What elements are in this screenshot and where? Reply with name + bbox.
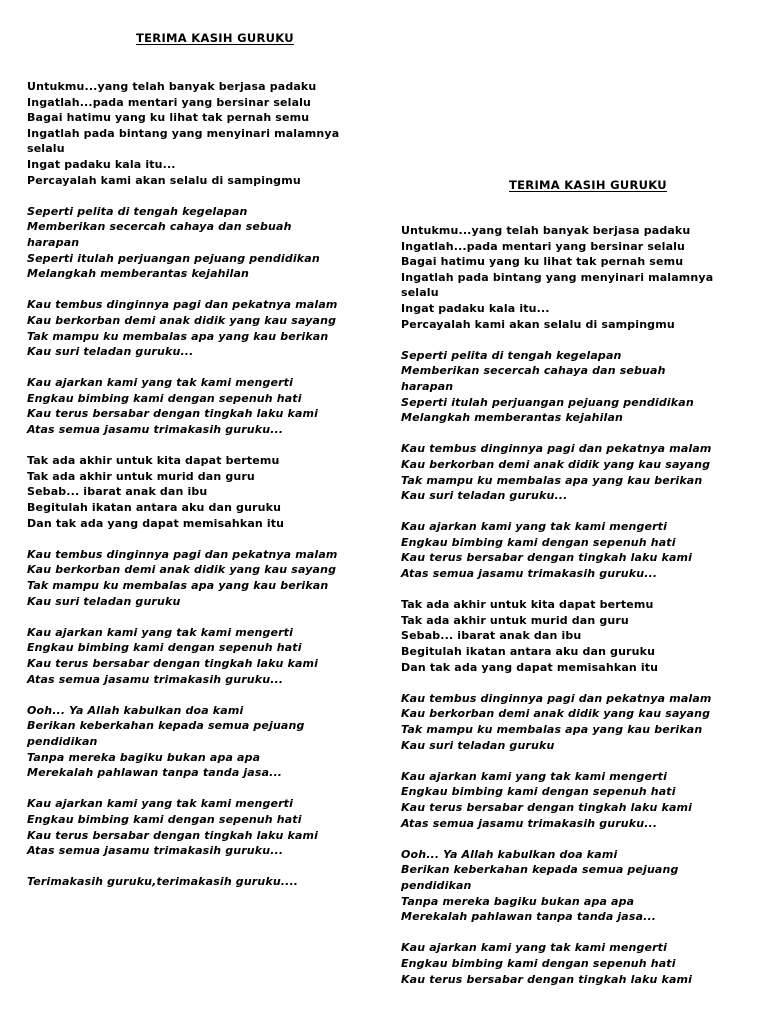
poem-line: Memberikan secercah cahaya dan sebuah xyxy=(401,364,666,378)
poem-line: Tak mampu ku membalas apa yang kau berikan xyxy=(27,579,329,592)
poem-line: Ooh... Ya Allah kabulkan doa kami xyxy=(401,847,618,861)
poem-line: Kau ajarkan kami yang tak kami mengerti xyxy=(27,797,293,811)
poem-line: Engkau bimbing kami dengan sepenuh hati xyxy=(27,391,302,405)
stanza xyxy=(401,223,746,332)
poem-line: Tak mampu ku membalas apa yang kau berikan xyxy=(401,473,703,487)
poem-line: Seperti pelita di tengah kegelapan xyxy=(401,348,622,362)
poem-line: Tak mampu ku membalas apa yang kau berikan xyxy=(401,723,703,736)
poem-line: Kau ajarkan kami yang tak kami mengerti xyxy=(401,520,667,534)
poem-line: Tanpa mereka bagiku bukan apa apa xyxy=(27,750,261,764)
poem-line: Kau terus bersabar dengan tingkah laku kami xyxy=(401,800,693,814)
poem-line: Begitulah ikatan antara aku dan guruku xyxy=(401,645,656,659)
poem-line: Kau suri teladan guruku xyxy=(401,738,555,752)
poem-line: Kau terus bersabar dengan tingkah laku kami xyxy=(401,551,693,565)
poem-line: Engkau bimbing kami dengan sepenuh hati xyxy=(401,535,676,549)
stanza xyxy=(401,348,746,426)
poem-line: Kau ajarkan kami yang tak kami mengerti xyxy=(401,941,667,955)
poem-line: Merekalah pahlawan tanpa tanda jasa... xyxy=(27,766,283,780)
poem-line: Ingatlah...pada mentari yang bersinar selalu xyxy=(401,239,686,253)
stanza xyxy=(27,874,372,890)
poem-line: Kau terus bersabar dengan tingkah laku kami xyxy=(401,972,693,986)
poem-line: Tak ada akhir untuk murid dan guru xyxy=(27,469,255,483)
poem-line: Kau suri teladan guruku... xyxy=(27,345,194,359)
poem-line: Atas semua jasamu trimakasih guruku... xyxy=(27,844,284,858)
poem-line: Tanpa mereka bagiku bukan apa apa xyxy=(401,894,635,908)
poem-line: Tak ada akhir untuk kita dapat bertemu xyxy=(27,454,280,468)
poem-line: Kau terus bersabar dengan tingkah laku kami xyxy=(27,407,319,421)
stanza xyxy=(27,204,372,282)
poem-line: harapan xyxy=(27,235,80,249)
poem-line: Percayalah kami akan selalu di sampingmu xyxy=(401,317,675,331)
stanza xyxy=(27,547,372,609)
poem-line: Engkau bimbing kami dengan sepenuh hati xyxy=(27,641,302,655)
poem-line: Merekalah pahlawan tanpa tanda jasa... xyxy=(401,910,657,924)
poem-line: Kau suri teladan guruku... xyxy=(401,489,568,503)
poem-line: Berikan keberkahan kepada semua pejuang xyxy=(401,863,679,877)
poem-line: Engkau bimbing kami dengan sepenuh hati xyxy=(27,812,302,826)
poem-line: Sebab... ibarat anak dan ibu xyxy=(27,485,208,499)
poem-line: Kau suri teladan guruku xyxy=(27,594,181,608)
poem-line: Atas semua jasamu trimakasih guruku... xyxy=(401,567,658,581)
poem-line: Melangkah memberantas kejahilan xyxy=(401,411,624,425)
poem-line: Dan tak ada yang dapat memisahkan itu xyxy=(27,516,285,530)
poem-line: Atas semua jasamu trimakasih guruku... xyxy=(401,816,658,830)
poem-line: Seperti pelita di tengah kegelapan xyxy=(27,204,248,218)
poem-line: Kau berkorban demi anak didik yang kau sayang xyxy=(401,457,711,471)
poem-line: Bagai hatimu yang ku lihat tak pernah semu xyxy=(401,255,684,269)
poem-line: Tak mampu ku membalas apa yang kau berikan xyxy=(27,329,329,343)
poem-line: Kau ajarkan kami yang tak kami mengerti xyxy=(401,769,667,783)
poem-line: Engkau bimbing kami dengan sepenuh hati xyxy=(401,785,676,799)
stanza xyxy=(27,796,372,858)
poem-line: Kau terus bersabar dengan tingkah laku kami xyxy=(27,656,319,670)
poem-line: harapan xyxy=(401,379,454,393)
stanza xyxy=(27,625,372,687)
poem-line: Seperti itulah perjuangan pejuang pendidikan xyxy=(401,395,694,409)
poem-line: selalu xyxy=(27,142,65,156)
stanza xyxy=(401,847,746,925)
poem-page-left xyxy=(27,30,372,905)
poem-line: Bagai hatimu yang ku lihat tak pernah semu xyxy=(27,111,310,125)
poem-line: Tak ada akhir untuk kita dapat bertemu xyxy=(401,598,654,612)
poem-line: Untukmu...yang telah banyak berjasa padaku xyxy=(27,80,317,93)
poem-line: Ingat padaku kala itu... xyxy=(27,157,176,171)
poem-line: Kau berkorban demi anak didik yang kau sayang xyxy=(401,707,711,721)
poem-line: Atas semua jasamu trimakasih guruku... xyxy=(27,672,284,686)
stanza xyxy=(27,79,372,188)
poem-line: Terimakasih guruku,terimakasih guruku.... xyxy=(27,875,299,889)
poem-line: Ingat padaku kala itu... xyxy=(401,301,550,315)
stanza xyxy=(27,375,372,437)
stanza xyxy=(401,940,746,987)
poem-line: Kau tembus dinginnya pagi dan pekatnya malam xyxy=(401,442,712,456)
poem-line: Kau berkorban demi anak didik yang kau sayang xyxy=(27,563,337,577)
poem-line: selalu xyxy=(401,286,439,300)
poem-line: Kau ajarkan kami yang tak kami mengerti xyxy=(27,625,293,639)
poem-page-right xyxy=(401,177,746,1003)
poem-line: Berikan keberkahan kepada semua pejuang xyxy=(27,719,305,733)
poem-body xyxy=(401,223,746,987)
poem-line: Atas semua jasamu trimakasih guruku... xyxy=(27,423,284,437)
poem-title: TERIMA KASIH GURUKU xyxy=(509,178,667,192)
poem-line: Ingatlah pada bintang yang menyinari malamnya xyxy=(27,126,340,140)
poem-line: Ingatlah pada bintang yang menyinari malamnya xyxy=(401,270,714,284)
stanza xyxy=(27,297,372,359)
poem-line: Ooh... Ya Allah kabulkan doa kami xyxy=(27,703,244,717)
poem-line: Untukmu...yang telah banyak berjasa padaku xyxy=(401,224,691,237)
poem-line: Engkau bimbing kami dengan sepenuh hati xyxy=(401,956,676,970)
stanza xyxy=(27,453,372,531)
poem-line: Seperti itulah perjuangan pejuang pendidikan xyxy=(27,251,320,265)
poem-line: Tak ada akhir untuk murid dan guru xyxy=(401,613,629,627)
poem-line: Kau ajarkan kami yang tak kami mengerti xyxy=(27,376,293,390)
stanza xyxy=(401,769,746,831)
stanza xyxy=(27,703,372,781)
poem-line: Begitulah ikatan antara aku dan guruku xyxy=(27,501,282,515)
poem-line: Kau tembus dinginnya pagi dan pekatnya malam xyxy=(401,691,712,705)
poem-line: Sebab... ibarat anak dan ibu xyxy=(401,629,582,643)
stanza xyxy=(401,519,746,581)
poem-line: pendidikan xyxy=(27,734,98,748)
poem-line: Kau tembus dinginnya pagi dan pekatnya malam xyxy=(27,547,338,561)
poem-line: Melangkah memberantas kejahilan xyxy=(27,267,250,281)
stanza xyxy=(401,441,746,503)
poem-body xyxy=(27,79,372,890)
poem-line: Percayalah kami akan selalu di sampingmu xyxy=(27,173,301,187)
stanza xyxy=(401,597,746,675)
poem-title: TERIMA KASIH GURUKU xyxy=(136,31,294,45)
poem-line: Kau berkorban demi anak didik yang kau sayang xyxy=(27,313,337,327)
poem-line: Kau tembus dinginnya pagi dan pekatnya malam xyxy=(27,298,338,312)
poem-line: Kau terus bersabar dengan tingkah laku kami xyxy=(27,828,319,842)
poem-line: Ingatlah...pada mentari yang bersinar selalu xyxy=(27,95,312,109)
poem-line: Dan tak ada yang dapat memisahkan itu xyxy=(401,660,659,674)
poem-line: pendidikan xyxy=(401,878,472,892)
stanza xyxy=(401,691,746,753)
poem-line: Memberikan secercah cahaya dan sebuah xyxy=(27,220,292,234)
